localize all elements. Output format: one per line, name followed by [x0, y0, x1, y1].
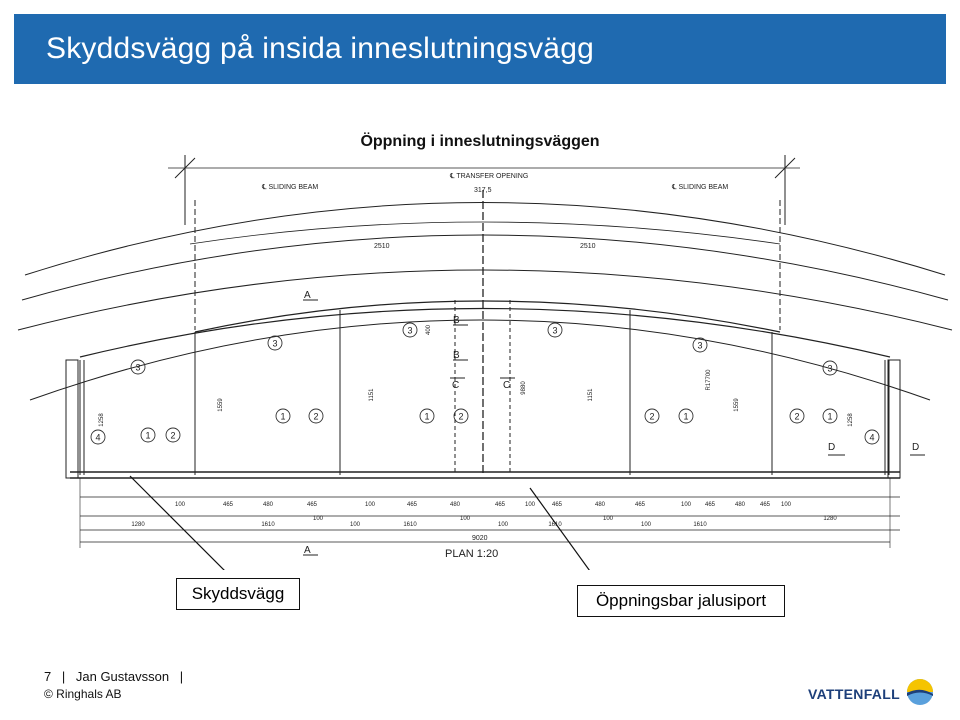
dim-row2: 100	[459, 516, 471, 522]
item-number-label: 4	[869, 432, 875, 443]
section-mark-b-top: B	[453, 315, 460, 326]
vertical-dim: 1151	[369, 388, 375, 402]
dim-row2: 100	[312, 516, 324, 522]
item-number-label: 1	[424, 411, 430, 422]
dim-row2: 100	[497, 522, 509, 528]
item-number-label: 4	[95, 432, 101, 443]
vertical-dim: 400	[426, 324, 432, 336]
label-sliding-beam-right: ℄ SLIDING BEAM	[672, 184, 729, 191]
item-3-label: 3	[272, 338, 278, 349]
vertical-dim: 1258	[99, 413, 105, 427]
dim-row2: 100	[349, 522, 361, 528]
dim-row1: 480	[594, 502, 606, 508]
dim-row2: 1610	[403, 522, 417, 528]
total-dim: 9020	[472, 535, 488, 542]
item-3-label: 3	[552, 325, 558, 336]
dim-row1: 465	[494, 502, 506, 508]
logo-text: VATTENFALL	[808, 686, 900, 702]
leader-line-skyddsvagg	[130, 476, 232, 570]
vertical-dim: 1151	[588, 388, 594, 402]
logo-symbol-icon	[904, 676, 936, 708]
section-mark-c-left: C	[452, 380, 460, 391]
dim-row1: 465	[306, 502, 318, 508]
vertical-dim: R17700	[706, 369, 712, 391]
wall-arc-outer-1	[25, 203, 945, 276]
item-number-label: 1	[683, 411, 689, 422]
author-name: Jan Gustavsson	[75, 669, 170, 684]
dim-row1: 480	[449, 502, 461, 508]
item-number-label: 2	[794, 411, 800, 422]
item-number-label: 2	[170, 430, 176, 441]
vertical-dim: 1258	[848, 413, 854, 427]
leader-line-jalusiport	[530, 488, 600, 570]
dim-row1: 465	[406, 502, 418, 508]
drawing-subtitle: Öppning i inneslutningsväggen	[360, 133, 600, 150]
section-mark-b-bottom: B	[453, 350, 460, 361]
item-number-label: 2	[649, 411, 655, 422]
item-number-label: 1	[827, 411, 833, 422]
wall-arc-outer-2	[22, 235, 948, 300]
dim-row2: 1280	[131, 522, 145, 528]
footer	[44, 669, 190, 701]
dim-row1: 100	[524, 502, 536, 508]
callout-jalusiport: Öppningsbar jalusiport	[577, 585, 785, 617]
item-3-label: 3	[407, 325, 413, 336]
dim-row1: 100	[174, 502, 186, 508]
arc-dim-right: 2510	[580, 243, 596, 250]
item-3-label: 3	[135, 362, 141, 373]
item-number-label: 1	[280, 411, 286, 422]
dim-row1: 465	[704, 502, 716, 508]
dim-row1: 100	[780, 502, 792, 508]
item-number-label: 2	[313, 411, 319, 422]
copyright: © Ringhals AB	[44, 687, 122, 701]
plan-label: PLAN 1:20	[445, 548, 499, 560]
dim-row2: 1280	[823, 516, 837, 522]
label-transfer-opening: ℄ TRANSFER OPENING	[450, 173, 529, 180]
callout-skyddsvagg: Skyddsvägg	[176, 578, 300, 610]
dim-row1: 480	[262, 502, 274, 508]
item-3-label: 3	[697, 340, 703, 351]
footer-separator: |	[179, 669, 184, 684]
item-number-label: 1	[145, 430, 151, 441]
arc-dim-left: 2510	[374, 243, 390, 250]
technical-drawing	[0, 150, 960, 570]
slide-title: Skyddsvägg på insida inneslutningsvägg	[46, 32, 594, 65]
vertical-dim: 9880	[521, 381, 527, 395]
dim-row2: 1610	[261, 522, 275, 528]
title-bar	[14, 14, 946, 84]
page-number: 7	[44, 669, 52, 684]
dim-row1: 465	[222, 502, 234, 508]
item-number-label: 2	[458, 411, 464, 422]
center-dim: 317,5	[474, 187, 492, 194]
dim-row2: 1610	[693, 522, 707, 528]
vertical-dim: 1559	[734, 398, 740, 412]
section-mark-d-right: D	[912, 442, 920, 453]
section-mark-a-bottom: A	[304, 545, 311, 556]
dim-row1: 100	[364, 502, 376, 508]
footer-separator: |	[61, 669, 66, 684]
section-mark-c-right: C	[503, 380, 511, 391]
dim-row1: 465	[759, 502, 771, 508]
dim-row2: 1610	[548, 522, 562, 528]
section-mark-d-left: D	[828, 442, 836, 453]
dim-row2: 100	[640, 522, 652, 528]
dim-row1: 100	[680, 502, 692, 508]
vertical-dim: 1559	[218, 398, 224, 412]
dim-row1: 480	[734, 502, 746, 508]
section-mark-a-top: A	[304, 290, 311, 301]
wall-arc-outer-3	[18, 270, 952, 330]
item-3-label: 3	[827, 363, 833, 374]
dim-row1: 465	[634, 502, 646, 508]
dim-row1: 465	[551, 502, 563, 508]
dim-row2: 100	[602, 516, 614, 522]
label-sliding-beam-left: ℄ SLIDING BEAM	[262, 184, 319, 191]
wall-arc-inner	[30, 320, 930, 400]
